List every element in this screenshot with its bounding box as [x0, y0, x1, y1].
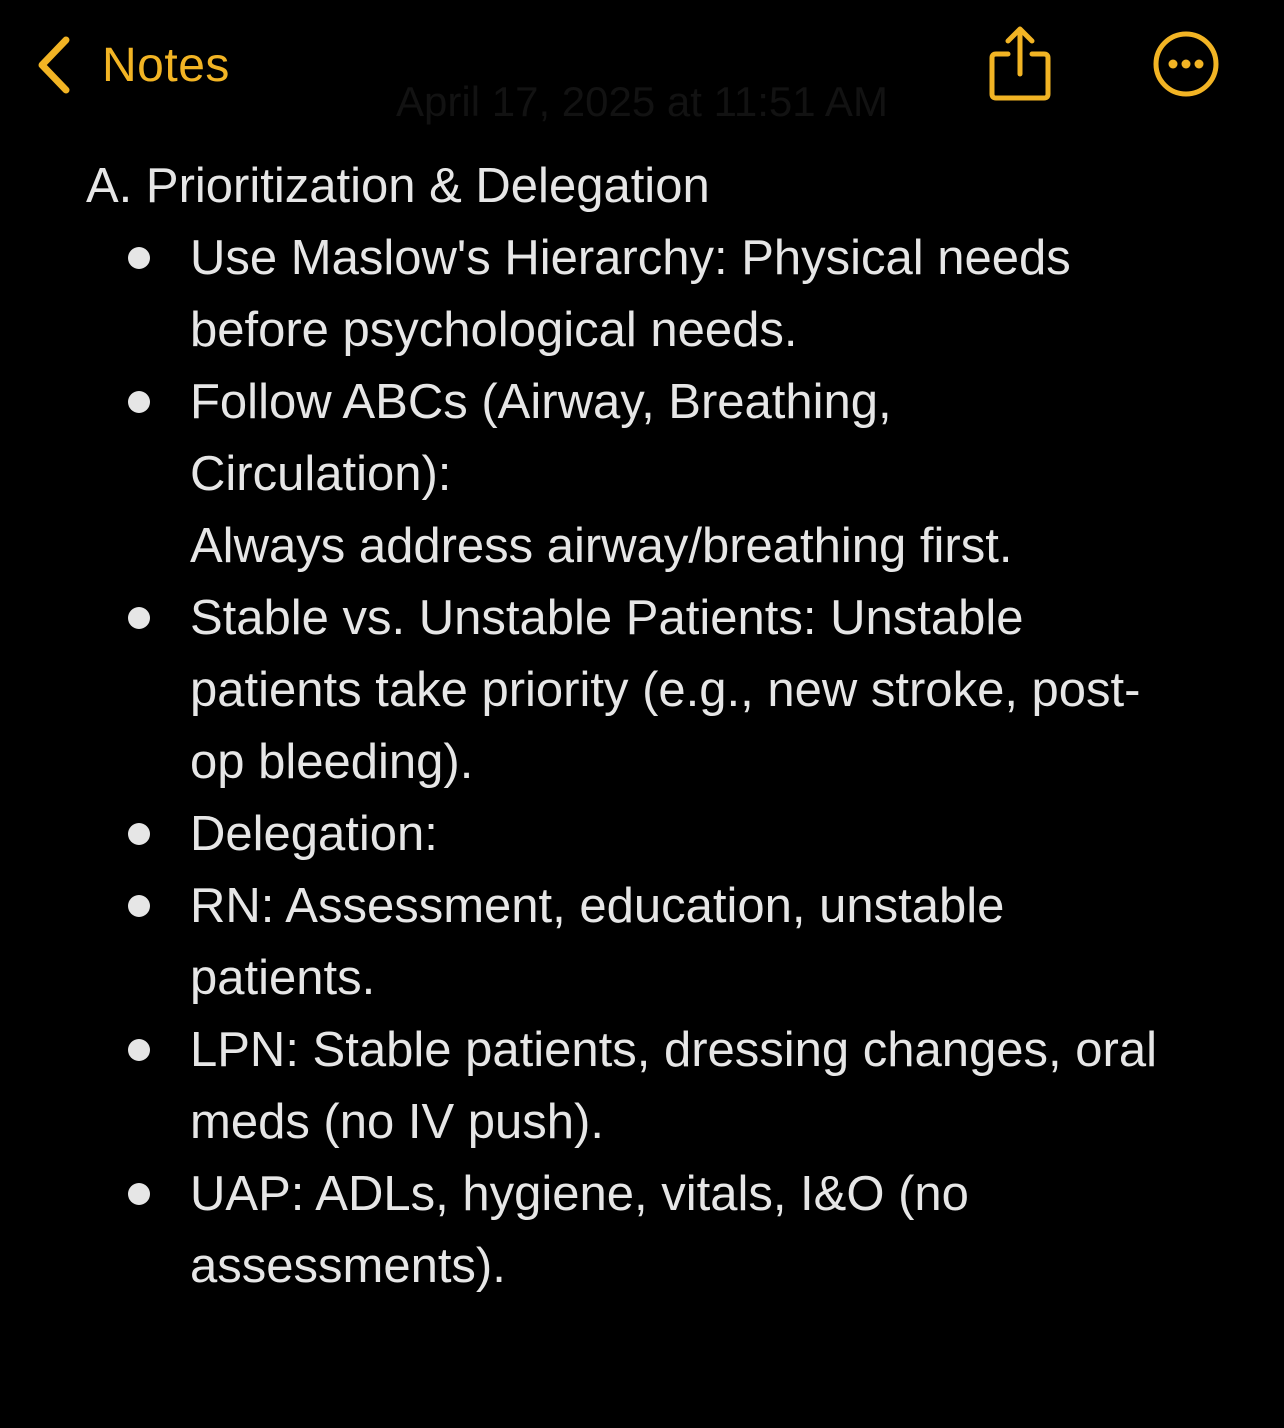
list-item: [0, 870, 1284, 1014]
back-button[interactable]: [36, 30, 230, 100]
list-item-text: Use Maslow's Hierarchy: Physical needs before psychological needs.: [190, 231, 1071, 357]
list-item: [0, 1014, 1284, 1158]
list-item-text: Delegation:: [190, 807, 438, 861]
bullet-list: [0, 222, 1284, 1302]
more-icon: [1150, 30, 1222, 102]
note-heading: A. Prioritization & Delegation: [86, 159, 710, 213]
list-item-text-line2: Always address airway/breathing first.: [190, 519, 1013, 573]
list-item-text: RN: Assessment, education, unstable patients.: [190, 879, 1005, 1005]
more-button[interactable]: [1150, 30, 1222, 102]
list-item: [0, 582, 1284, 798]
bullet-dot: [128, 823, 150, 845]
list-item-text: LPN: Stable patients, dressing changes, oral meds (no IV push).: [190, 1023, 1157, 1149]
list-item-text: Stable vs. Unstable Patients: Unstable patients take priority (e.g., new stroke, post-op bleeding).: [190, 591, 1141, 789]
list-item: [0, 366, 1284, 582]
navigation-bar: [0, 0, 1284, 130]
bullet-dot: [128, 607, 150, 629]
list-item-text: UAP: ADLs, hygiene, vitals, I&O (no assessments).: [190, 1167, 969, 1293]
chevron-left-icon: [36, 34, 72, 96]
share-button[interactable]: [984, 22, 1056, 104]
bullet-dot: [128, 391, 150, 413]
bullet-dot: [128, 1039, 150, 1061]
bullet-dot: [128, 247, 150, 269]
list-item: [0, 222, 1284, 366]
list-item-text: Follow ABCs (Airway, Breathing, Circulation):: [190, 375, 892, 501]
share-icon: [984, 22, 1056, 104]
bullet-dot: [128, 895, 150, 917]
list-item: [0, 798, 1284, 870]
back-label: Notes: [102, 38, 230, 92]
list-item: [0, 1158, 1284, 1302]
note-date: April 17, 2025 at 11:51 AM: [396, 78, 888, 125]
bullet-dot: [128, 1183, 150, 1205]
